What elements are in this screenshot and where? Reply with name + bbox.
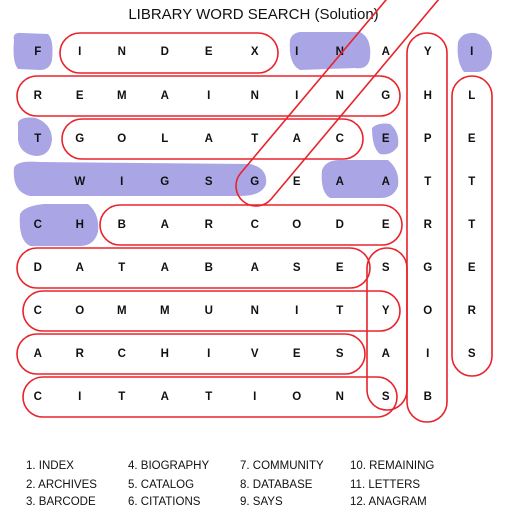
word-list-item: 2. ARCHIVES <box>26 479 97 491</box>
grid-letter: T <box>118 262 126 274</box>
grid-letter: Y <box>381 305 391 317</box>
grid-letter: C <box>335 133 345 145</box>
grid-letter: A <box>381 46 391 58</box>
grid-letter: N <box>335 46 345 58</box>
grid-letter: O <box>117 133 127 145</box>
grid-letter: I <box>78 391 82 403</box>
grid-letter: R <box>204 219 214 231</box>
word-list-item: 11. LETTERS <box>350 479 421 491</box>
grid-letter: L <box>468 90 476 102</box>
grid-letter: E <box>335 262 345 274</box>
grid-letter: A <box>292 133 302 145</box>
grid-letter: I <box>207 90 211 102</box>
grid-letter: R <box>423 219 433 231</box>
grid-letter: P <box>423 133 433 145</box>
grid-letter: H <box>423 90 433 102</box>
grid-letter: A <box>160 219 170 231</box>
grid-letter: T <box>468 219 476 231</box>
grid-letter: D <box>33 262 43 274</box>
grid-letter: N <box>335 90 345 102</box>
grid-letter: L <box>161 133 169 145</box>
grid-letter: E <box>75 90 85 102</box>
grid-letter: N <box>117 46 127 58</box>
grid-letter: T <box>424 176 432 188</box>
grid-letter: A <box>160 90 170 102</box>
grid-letter: T <box>118 391 126 403</box>
grid-letter: C <box>33 305 43 317</box>
grid-letter: A <box>160 262 170 274</box>
grid-letter: A <box>335 176 345 188</box>
grid-letter: B <box>204 262 214 274</box>
grid-letter: E <box>381 219 391 231</box>
grid-letter: S <box>381 262 391 274</box>
grid-letter: R <box>467 305 477 317</box>
grid-letter: E <box>381 133 391 145</box>
grid-letter: M <box>116 305 128 317</box>
grid-letter: I <box>295 90 299 102</box>
grid-letter: T <box>251 133 259 145</box>
grid-letter: A <box>160 391 170 403</box>
grid-letter: A <box>381 176 391 188</box>
grid-letter: O <box>75 305 85 317</box>
grid-letter: I <box>120 176 124 188</box>
grid-letter: T <box>205 391 213 403</box>
grid-letter: G <box>160 176 170 188</box>
grid-letter: S <box>292 262 302 274</box>
grid-letter: G <box>250 176 260 188</box>
word-list-item: 7. COMMUNITY <box>240 460 324 472</box>
grid-letter: A <box>381 348 391 360</box>
grid-letter: C <box>117 348 127 360</box>
word-list-item: 1. INDEX <box>26 460 74 472</box>
grid-letter: S <box>335 348 345 360</box>
grid-letter: H <box>75 219 85 231</box>
grid-letter: W <box>74 176 86 188</box>
grid-letter: H <box>160 348 170 360</box>
grid-letter: E <box>467 262 477 274</box>
grid-letter: N <box>250 90 260 102</box>
grid-letter: G <box>75 133 85 145</box>
grid-letter: T <box>468 176 476 188</box>
grid-letter: S <box>204 176 214 188</box>
word-list-item: 9. SAYS <box>240 496 283 508</box>
grid-letter: A <box>204 133 214 145</box>
word-list-item: 3. BARCODE <box>26 496 96 508</box>
word-list-item: 6. CITATIONS <box>128 496 201 508</box>
grid-letter: G <box>381 90 391 102</box>
grid-letter: I <box>426 348 430 360</box>
grid-letter: F <box>34 46 42 58</box>
grid-letter: G <box>423 262 433 274</box>
grid-letter: R <box>75 348 85 360</box>
grid-letter: D <box>335 219 345 231</box>
grid-letter: I <box>78 46 82 58</box>
grid-letter: B <box>423 391 433 403</box>
grid-letter: O <box>292 391 302 403</box>
grid-letter: I <box>295 305 299 317</box>
grid-letter: E <box>467 133 477 145</box>
grid-letter: I <box>295 46 299 58</box>
grid-letter: I <box>470 46 474 58</box>
grid-letter: O <box>423 305 433 317</box>
grid-letter: C <box>250 219 260 231</box>
word-list-item: 4. BIOGRAPHY <box>128 460 210 472</box>
grid-letter: N <box>250 305 260 317</box>
grid-letter: I <box>207 348 211 360</box>
grid-letter: E <box>292 176 302 188</box>
grid-letter: O <box>292 219 302 231</box>
grid-letter: E <box>292 348 302 360</box>
grid-letter: S <box>381 391 391 403</box>
grid-letter: A <box>33 348 43 360</box>
grid-letter: B <box>117 219 127 231</box>
grid-letter: N <box>335 391 345 403</box>
grid-letter: T <box>336 305 344 317</box>
word-list-item: 10. REMAINING <box>350 460 435 472</box>
grid-letter: Y <box>423 46 433 58</box>
grid-letter: V <box>250 348 260 360</box>
page-title: LIBRARY WORD SEARCH (Solution) <box>128 6 379 23</box>
grid-letter: I <box>253 391 257 403</box>
grid-letter: A <box>75 262 85 274</box>
grid-letter: C <box>33 219 43 231</box>
word-list-item: 5. CATALOG <box>128 479 195 491</box>
grid-letter: M <box>116 90 128 102</box>
grid-letter: X <box>250 46 260 58</box>
grid-letter: D <box>160 46 170 58</box>
grid-letter: R <box>33 90 43 102</box>
grid-letter: M <box>159 305 171 317</box>
grid-letter: E <box>204 46 214 58</box>
grid-letter: A <box>250 262 260 274</box>
word-list-item: 12. ANAGRAM <box>350 496 427 508</box>
grid-letter: S <box>467 348 477 360</box>
grid-letter: C <box>33 391 43 403</box>
grid-letter: U <box>204 305 214 317</box>
word-list-item: 8. DATABASE <box>240 479 313 491</box>
grid-letter: T <box>34 133 42 145</box>
